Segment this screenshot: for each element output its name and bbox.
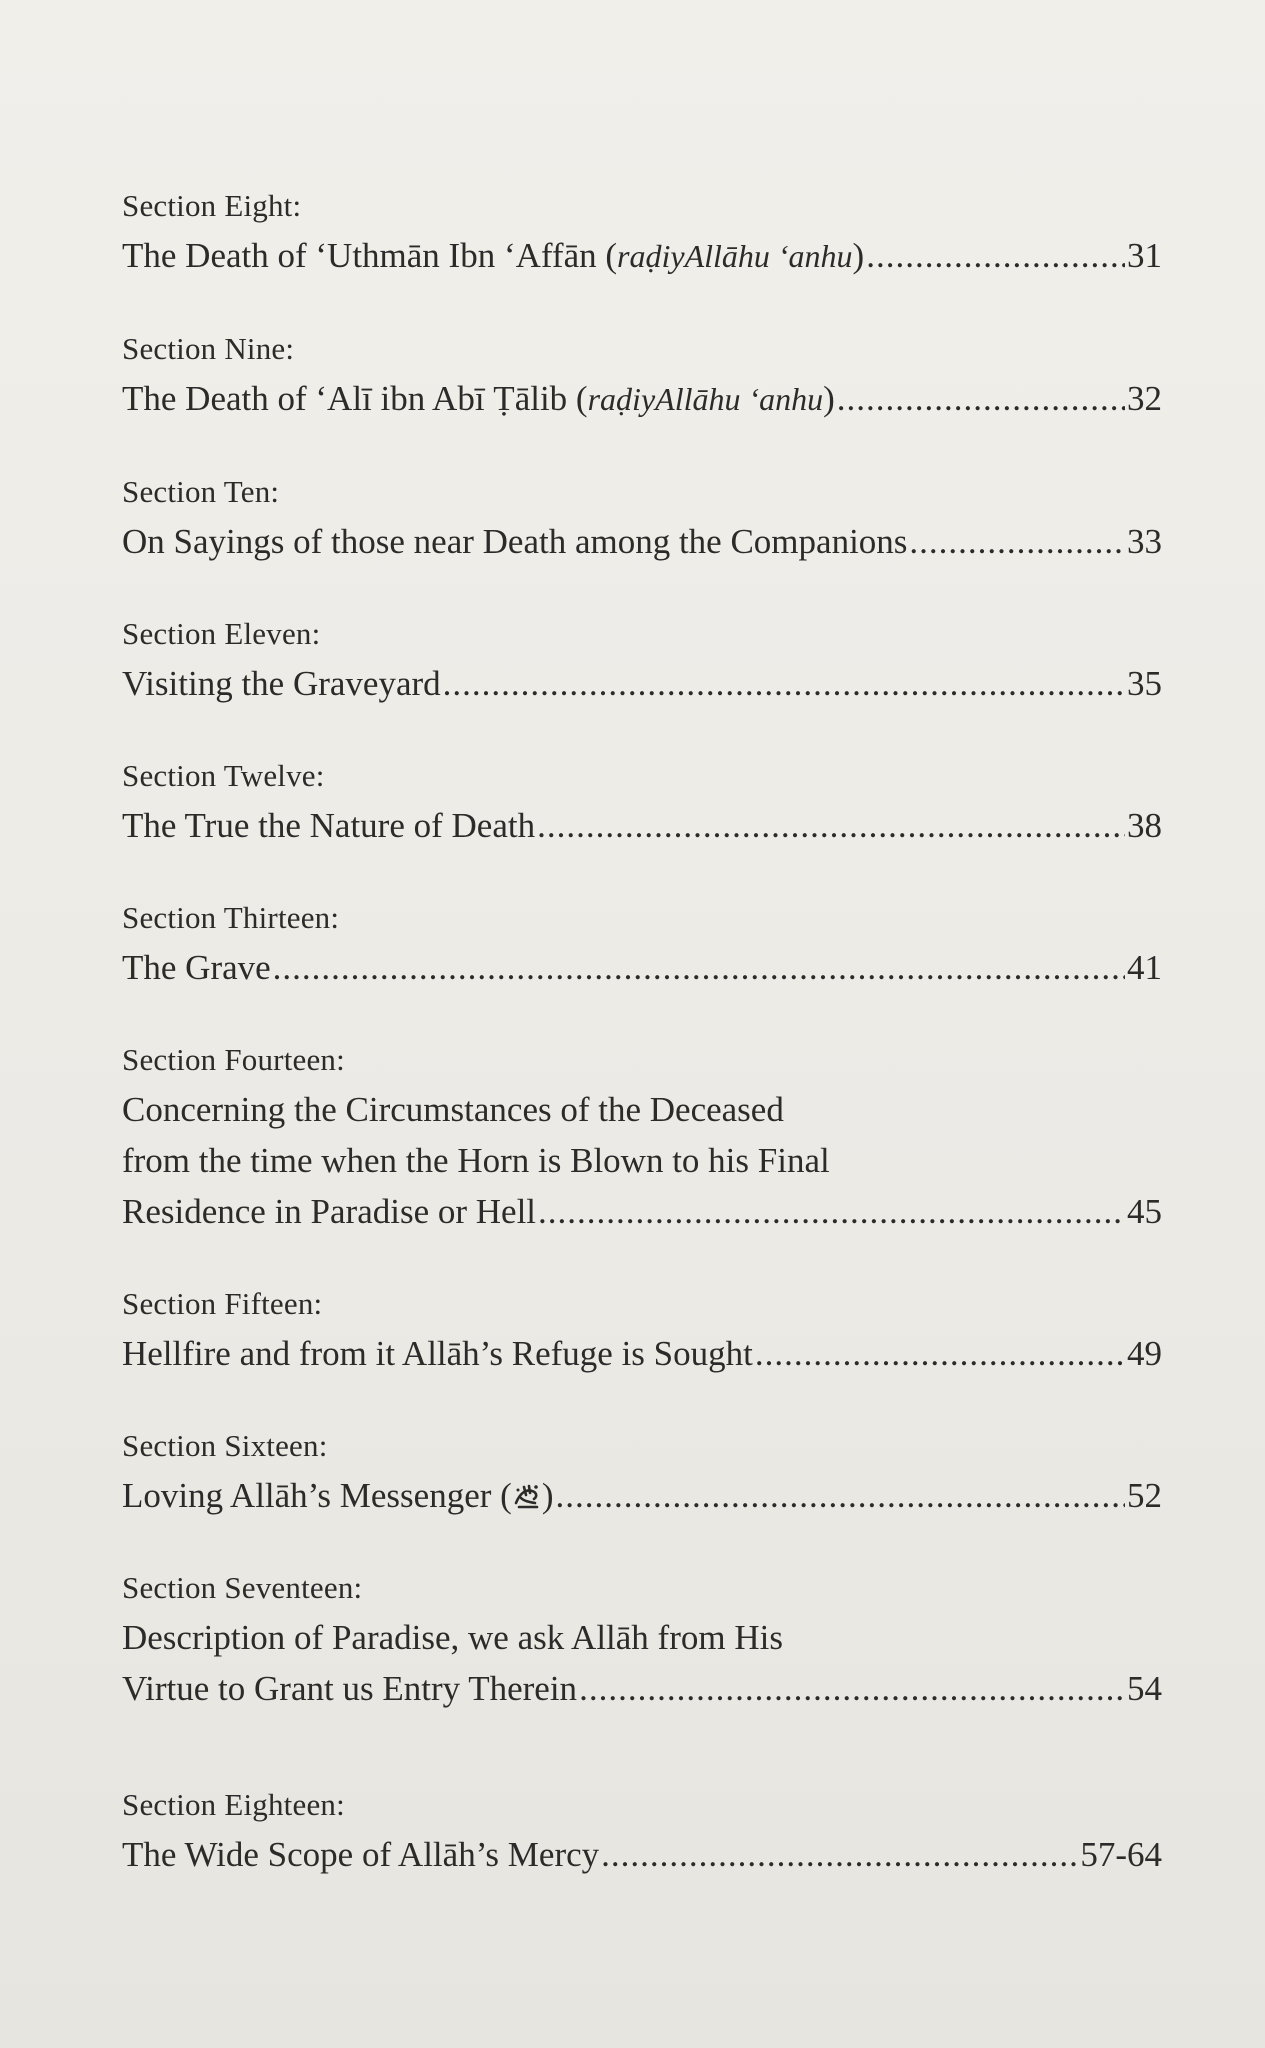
toc-title: Hellfire and from it Allāh’s Refuge is Sought <box>122 1334 753 1373</box>
dot-leader <box>909 516 1125 567</box>
dot-leader <box>755 1328 1125 1379</box>
closing-paren: ) <box>541 1476 554 1515</box>
page-number: 52 <box>1127 1476 1162 1515</box>
toc-entry-section-eleven <box>122 610 1162 709</box>
toc-entry-section-thirteen <box>122 894 1162 993</box>
section-label: Section Ten: <box>122 474 280 509</box>
dot-leader <box>537 800 1125 851</box>
toc-title-row <box>122 1470 1162 1521</box>
toc-title: Virtue to Grant us Entry Therein <box>122 1669 578 1708</box>
dot-leader <box>866 230 1125 281</box>
toc-title-row <box>122 658 1162 709</box>
section-label: Section Eleven: <box>122 616 321 651</box>
toc-title-row <box>122 1186 1162 1237</box>
toc-entry-section-twelve <box>122 752 1162 851</box>
toc-title: The Death of ‘Uthmān Ibn ‘Affān ( <box>122 236 618 275</box>
honorific-text: raḍiyAllāhu ‘anhu <box>587 381 824 417</box>
dot-leader <box>579 1663 1125 1714</box>
page-number: 32 <box>1127 379 1162 418</box>
toc-entry-section-nine <box>122 325 1162 425</box>
dot-leader <box>601 1829 1078 1880</box>
section-label: Section Eighteen: <box>122 1787 345 1822</box>
toc-title-line: from the time when the Horn is Blown to his Final <box>122 1141 830 1180</box>
page-number: 35 <box>1127 664 1162 703</box>
page-number: 57-64 <box>1080 1835 1162 1874</box>
toc-title-row <box>122 1829 1162 1880</box>
toc-entry-section-ten <box>122 468 1162 567</box>
toc-title: The True the Nature of Death <box>122 806 536 845</box>
table-of-contents <box>122 182 1162 1880</box>
page-number: 41 <box>1127 948 1162 987</box>
section-label: Section Nine: <box>122 331 295 366</box>
page-number: 45 <box>1127 1192 1162 1231</box>
toc-title: Loving Allāh’s Messenger ( <box>122 1476 512 1515</box>
toc-entry-section-fifteen <box>122 1280 1162 1379</box>
section-label: Section Twelve: <box>122 758 325 793</box>
toc-title-row <box>122 230 1162 282</box>
toc-entry-section-fourteen <box>122 1036 1162 1237</box>
toc-entry-section-eight <box>122 182 1162 282</box>
toc-title: The Grave <box>122 948 271 987</box>
page-number: 31 <box>1127 236 1162 275</box>
toc-title-row <box>122 516 1162 567</box>
page-number: 54 <box>1127 1669 1162 1708</box>
toc-title-row <box>122 942 1162 993</box>
toc-title: On Sayings of those near Death among the Companions <box>122 522 908 561</box>
toc-title: The Wide Scope of Allāh’s Mercy <box>122 1835 600 1874</box>
dot-leader <box>837 373 1125 424</box>
section-label: Section Fourteen: <box>122 1042 345 1077</box>
toc-entry-section-eighteen <box>122 1781 1162 1880</box>
salawat-calligraphy-icon <box>512 1481 542 1511</box>
section-label: Section Sixteen: <box>122 1428 328 1463</box>
section-label: Section Eight: <box>122 188 302 223</box>
dot-leader <box>538 1186 1125 1237</box>
toc-title-row <box>122 1663 1162 1714</box>
toc-entry-section-sixteen <box>122 1422 1162 1521</box>
closing-paren: ) <box>823 379 835 418</box>
toc-title: Residence in Paradise or Hell <box>122 1192 537 1231</box>
toc-title: The Death of ‘Alī ibn Abī Ṭālib ( <box>122 379 588 418</box>
section-label: Section Thirteen: <box>122 900 340 935</box>
page-number: 33 <box>1127 522 1162 561</box>
toc-title: Visiting the Graveyard <box>122 664 441 703</box>
honorific-text: raḍiyAllāhu ‘anhu <box>617 238 853 274</box>
toc-title-row <box>122 373 1162 425</box>
toc-title-row <box>122 1328 1162 1379</box>
closing-paren: ) <box>852 236 865 275</box>
dot-leader <box>555 1470 1125 1521</box>
page-number: 49 <box>1127 1334 1162 1373</box>
toc-entry-section-seventeen <box>122 1564 1162 1714</box>
section-label: Section Seventeen: <box>122 1570 363 1605</box>
page-number: 38 <box>1127 806 1162 845</box>
toc-title-line: Concerning the Circumstances of the Deceased <box>122 1090 784 1129</box>
dot-leader <box>273 942 1125 993</box>
dot-leader <box>443 658 1125 709</box>
toc-title-row <box>122 800 1162 851</box>
toc-title-line: Description of Paradise, we ask Allāh from His <box>122 1618 783 1657</box>
section-label: Section Fifteen: <box>122 1286 323 1321</box>
